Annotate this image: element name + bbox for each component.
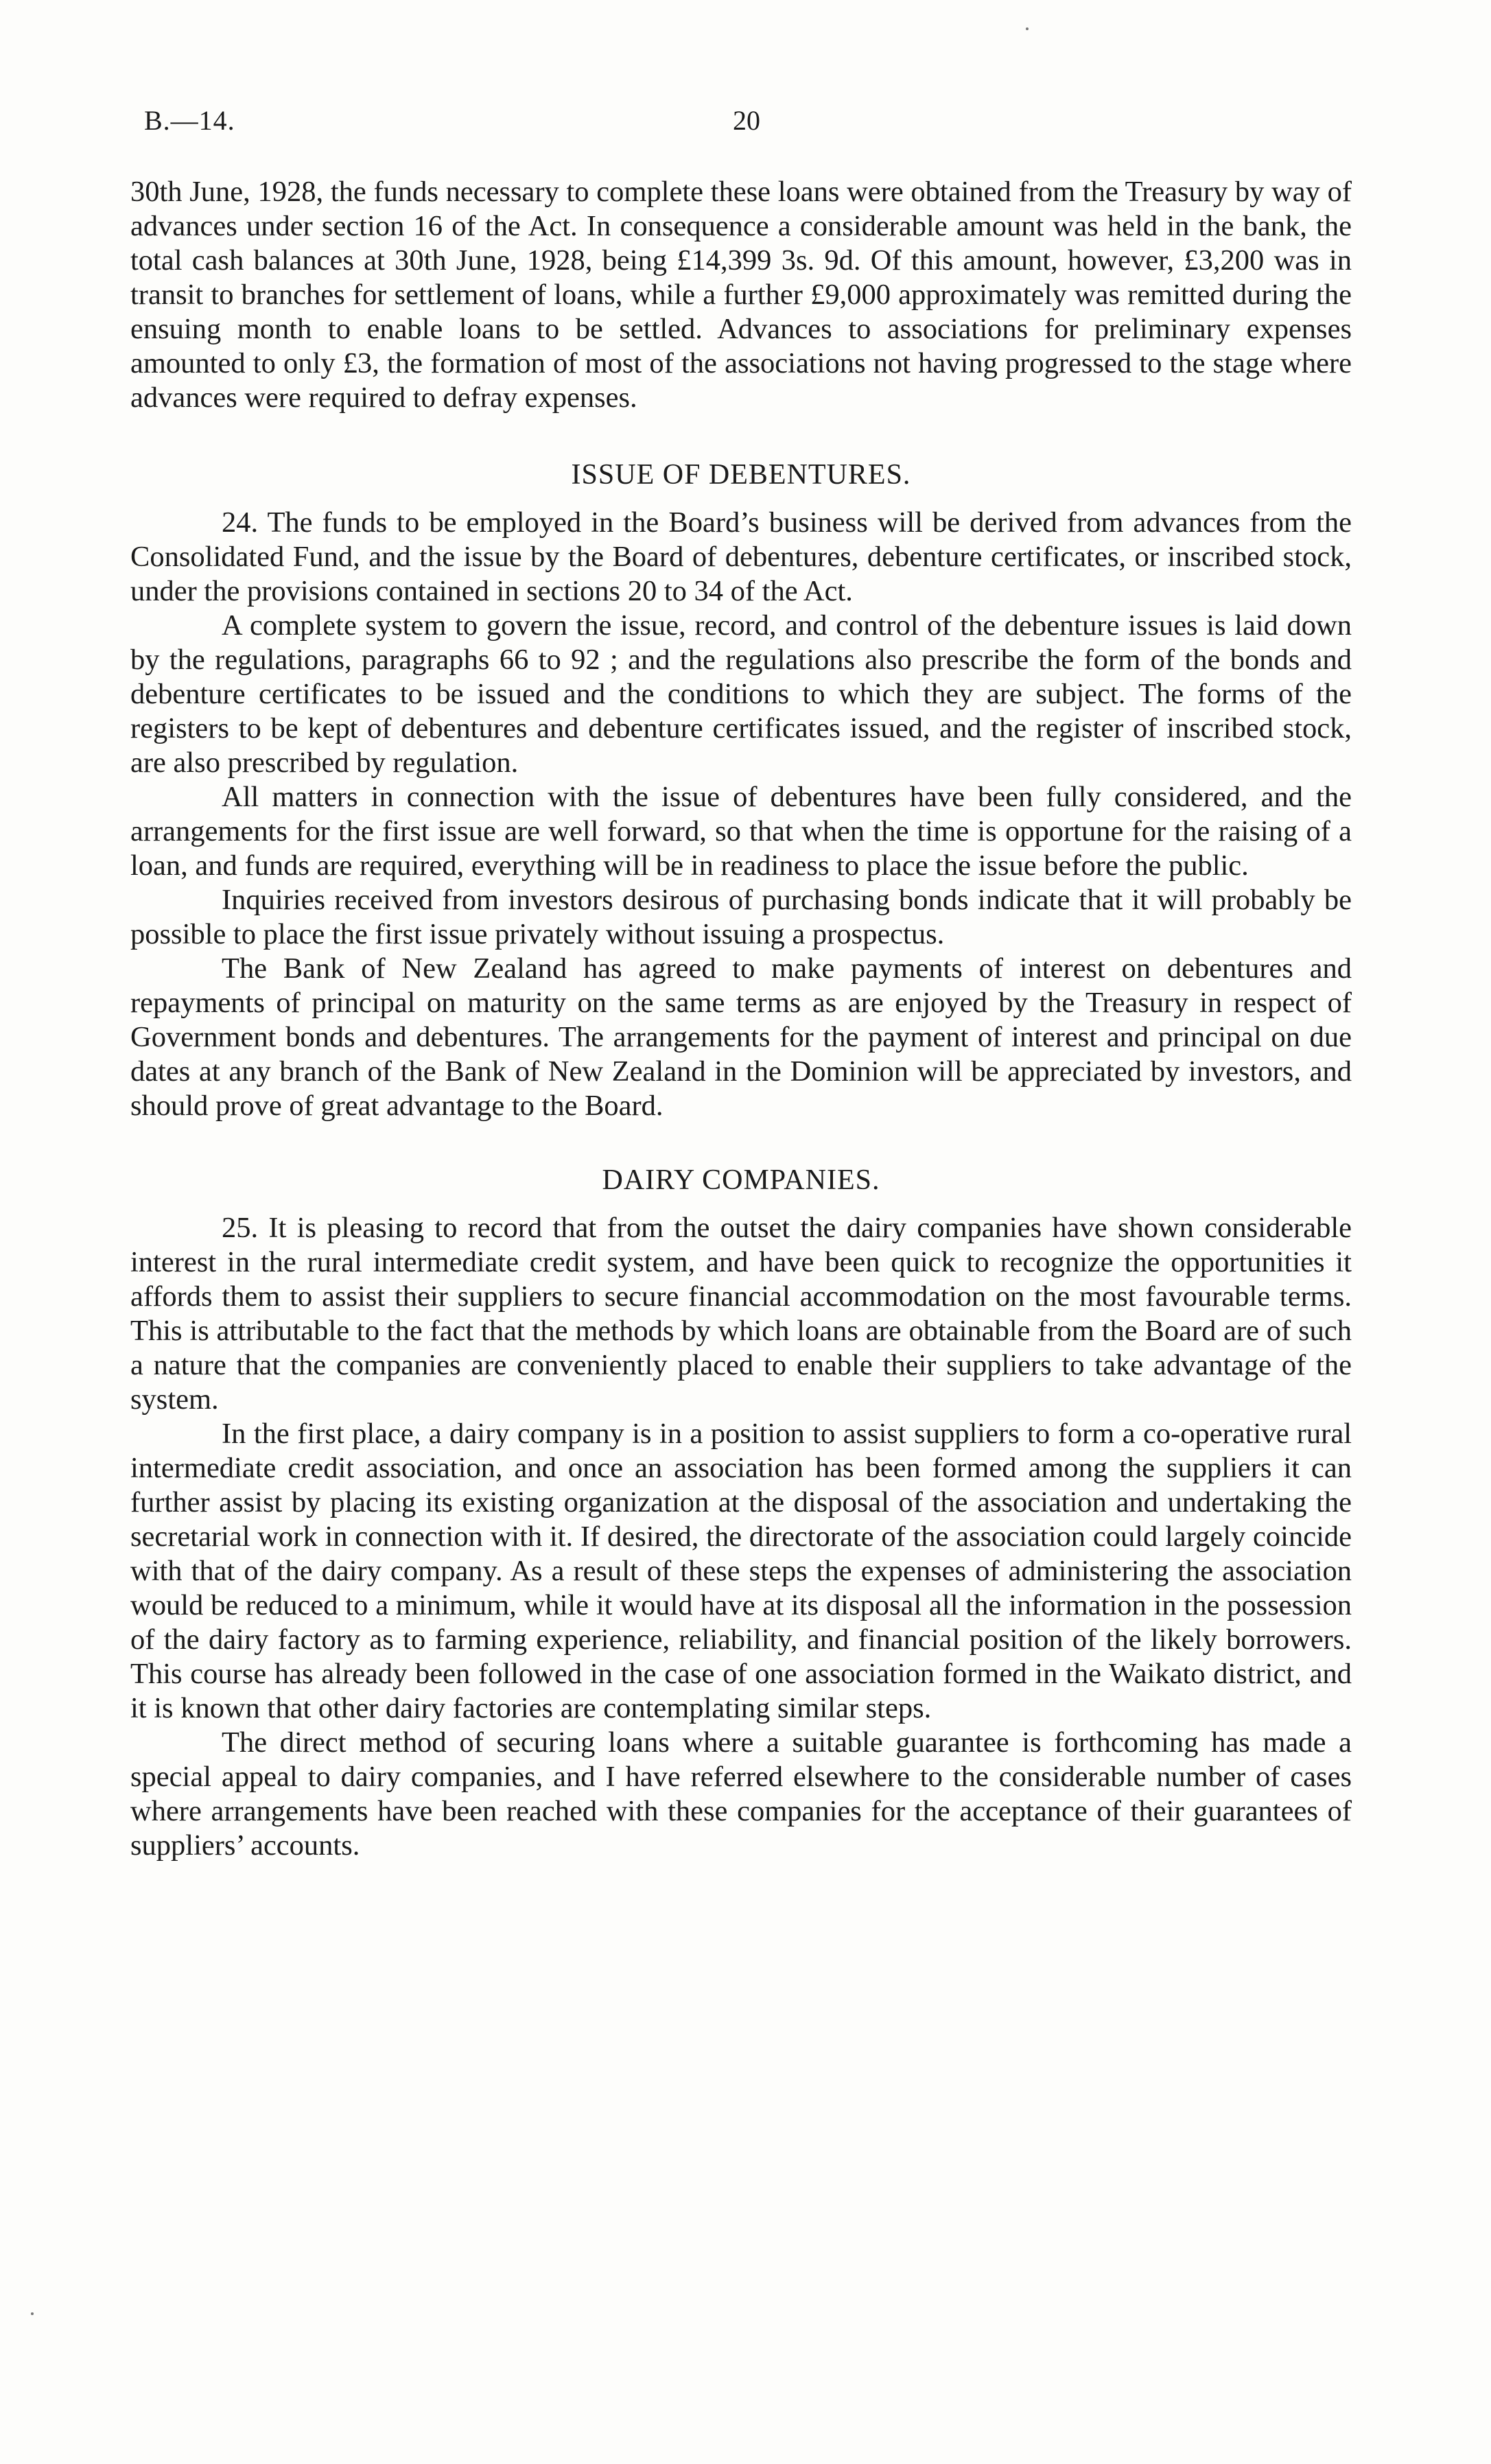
paragraph: In the first place, a dairy company is in a position to assist suppliers to form a co-operative rural intermediate credit association, and once an association has been formed among the suppliers it can further assist by placing its existing organization at the disposal of the association and undertaking the secretarial work in connection with it. If desired, the directorate of the association could largely coincide with that of the dairy company. As a result of these steps the expenses of administering the association would be reduced to a minimum, while it would have at its disposal all the information in the possession of the dairy factory as to farming experience, reliability, and financial position of the likely borrowers. This course has already been followed in the case of one association formed in the Waikato district, and it is known that other dairy factories are contemplating similar steps.: [130, 1418, 1352, 1724]
document-reference: B.—14.: [144, 105, 235, 136]
page-body: [130, 175, 1352, 1863]
section-heading: ISSUE OF DEBENTURES.: [571, 459, 911, 491]
paragraph: A complete system to govern the issue, record, and control of the debenture issues is laid down by the regulations, paragraphs 66 to 92 ; and the regulations also prescribe the form of the bonds and debenture certificates to be issued and the conditions to which they are subject. The forms of the registers to be kept of debentures and debenture certificates issued, and the register of inscribed stock, are also prescribed by regulation.: [130, 609, 1352, 779]
paragraph: Inquiries received from investors desirous of purchasing bonds indicate that it will probably be possible to place the first issue privately without issuing a prospectus.: [130, 884, 1352, 950]
intro-paragraph: 30th June, 1928, the funds necessary to complete these loans were obtained from the Treasury by way of advances under section 16 of the Act. In consequence a considerable amount was held in the bank, the total cash balances at 30th June, 1928, being £14,399 3s. 9d. Of this amount, however, £3,200 was in transit to branches for settlement of loans, while a further £9,000 approximately was remitted during the ensuing month to enable loans to be settled. Advances to associations for preliminary expenses amounted to only £3, the formation of most of the associations not having progressed to the stage where advances were required to defray expenses.: [130, 176, 1352, 414]
section-issue-of-debentures: [130, 458, 1352, 1123]
section-heading: DAIRY COMPANIES.: [602, 1164, 880, 1196]
page-number: 20: [733, 105, 760, 136]
paragraph: All matters in connection with the issue of debentures have been fully considered, and the arrangements for the first issue are well forward, so that when the time is opportune for the raising of a loan, and funds are required, everything will be in readiness to place the issue before the public.: [130, 781, 1352, 882]
paragraph: 24. The funds to be employed in the Board’s business will be derived from advances from the Consolidated Fund, and the issue by the Board of debentures, debenture certificates, or inscribed stock, under the provisions contained in sections 20 to 34 of the Act.: [130, 506, 1352, 607]
section-dairy-companies: [130, 1163, 1352, 1863]
paragraph: The Bank of New Zealand has agreed to make payments of interest on debentures and repayments of principal on maturity on the same terms as are enjoyed by the Treasury in respect of Government bonds and debentures. The arrangements for the payment of interest and principal on due dates at any branch of the Bank of New Zealand in the Dominion will be appreciated by investors, and should prove of great advantage to the Board.: [130, 952, 1352, 1122]
scan-speck: [1026, 27, 1029, 30]
paragraph: 25. It is pleasing to record that from the outset the dairy companies have shown considerable interest in the rural intermediate credit system, and have been quick to recognize the opportunities it affords them to assist their suppliers to secure financial accommodation on the most favourable terms. This is attributable to the fact that the methods by which loans are obtainable from the Board are of such a nature that the companies are conveniently placed to enable their suppliers to take advantage of the system.: [130, 1212, 1352, 1416]
page-header: [144, 104, 1365, 145]
paragraph: The direct method of securing loans where a suitable guarantee is forthcoming has made a special appeal to dairy companies, and I have referred elsewhere to the considerable number of cases where arrangements have been reached with these companies for the acceptance of their guarantees of suppliers’ accounts.: [130, 1726, 1352, 1862]
scan-speck: [31, 2312, 34, 2315]
